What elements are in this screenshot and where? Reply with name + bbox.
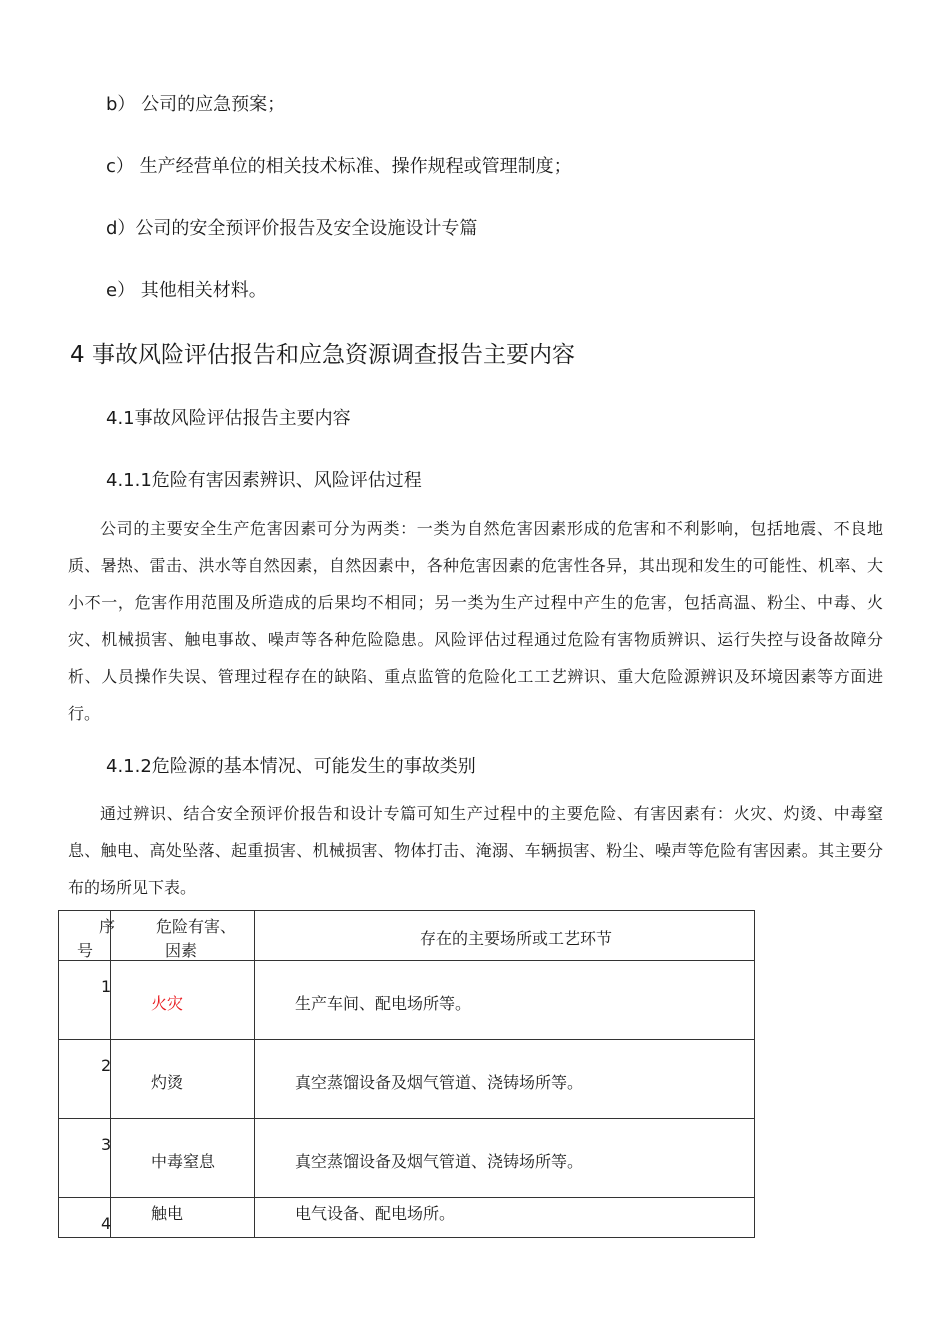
header-no-part2: 号: [77, 941, 94, 960]
row-factor-cell: [111, 961, 255, 1040]
header-cell-location: [255, 911, 755, 961]
header-factor-line1: 危险有害、: [156, 917, 237, 936]
section-heading-4: 4 事故风险评估报告和应急资源调查报告主要内容: [70, 342, 575, 368]
list-item-b: b） 公司的应急预案；: [106, 94, 286, 115]
table-row: [59, 1198, 755, 1238]
row-no: 1: [101, 977, 112, 996]
paragraph-hazard-distribution: 通过辨识、结合安全预评价报告和设计专篇可知生产过程中的主要危险、有害因素有：火灾、灼烫、中毒窒息、触电、高处坠落、起重损害、机械损害、物体打击、淹溺、车辆损害、粉尘、噪声等危险有害因素。其主要分布的场所见下表。: [68, 804, 883, 897]
row-no: 4: [101, 1214, 112, 1233]
hazard-table: [58, 910, 755, 1238]
row-no-cell: [59, 1119, 111, 1198]
row-factor-cell: [111, 1119, 255, 1198]
table-header-row: [59, 911, 755, 961]
row-no-cell: [59, 961, 111, 1040]
header-cell-no: [59, 911, 116, 961]
row-no-cell: [59, 1198, 111, 1238]
header-no-part1: 序: [99, 917, 116, 936]
row-no: 2: [101, 1056, 112, 1075]
row-factor-highlight: 火灾: [151, 994, 184, 1013]
list-item-d: d）公司的安全预评价报告及安全设施设计专篇: [106, 218, 478, 239]
paragraph-hazard-factors: 公司的主要安全生产危害因素可分为两类：一类为自然危害因素形成的危害和不利影响，包括地震、不良地质、暑热、雷击、洪水等自然因素，自然因素中，各种危害因素的危害性各异，其出现和发生的可能性、机率、大小不一，危害作用范围及所造成的后果均不相同；另一类为生产过程中产生的危害，包括高温、粉尘、中毒、火灾、机械损害、触电事故、噪声等各种危险隐患。风险评估过程通过危险有害物质辨识、运行失控与设备故障分析、人员操作失误、管理过程存在的缺陷、重点监管的危险化工工艺辨识、重大危险源辨识及环境因素等方面进行。: [68, 519, 883, 723]
row-location: 真空蒸馏设备及烟气管道、浇铸场所等。: [295, 1152, 584, 1171]
table-row: [59, 1119, 755, 1198]
row-location-cell: [255, 1198, 755, 1238]
row-factor: 灼烫: [151, 1073, 184, 1092]
list-item-e: e） 其他相关材料。: [106, 280, 267, 301]
row-location: 真空蒸馏设备及烟气管道、浇铸场所等。: [295, 1073, 584, 1092]
row-factor-cell: [111, 1040, 255, 1119]
row-location-cell: [255, 1119, 755, 1198]
header-cell-factor: [111, 911, 255, 961]
row-location-cell: [255, 1040, 755, 1119]
row-factor-cell: [111, 1198, 255, 1238]
row-location-cell: [255, 961, 755, 1040]
row-no-cell: [59, 1040, 111, 1119]
row-factor: 中毒窒息: [151, 1152, 216, 1171]
header-factor-line2: 因素: [165, 941, 198, 960]
table-row: [59, 961, 755, 1040]
row-no: 3: [101, 1135, 112, 1154]
row-location: 生产车间、配电场所等。: [295, 994, 472, 1013]
row-factor: 触电: [151, 1204, 184, 1223]
section-heading-4-1-2: 4.1.2危险源的基本情况、可能发生的事故类别: [106, 756, 476, 777]
section-heading-4-1-1: 4.1.1危险有害因素辨识、风险评估过程: [106, 470, 422, 491]
table-row: [59, 1040, 755, 1119]
header-location: 存在的主要场所或工艺环节: [420, 929, 613, 948]
list-item-c: c） 生产经营单位的相关技术标准、操作规程或管理制度；: [106, 156, 572, 177]
section-heading-4-1: 4.1事故风险评估报告主要内容: [106, 408, 351, 429]
row-location: 电气设备、配电场所。: [295, 1204, 456, 1223]
